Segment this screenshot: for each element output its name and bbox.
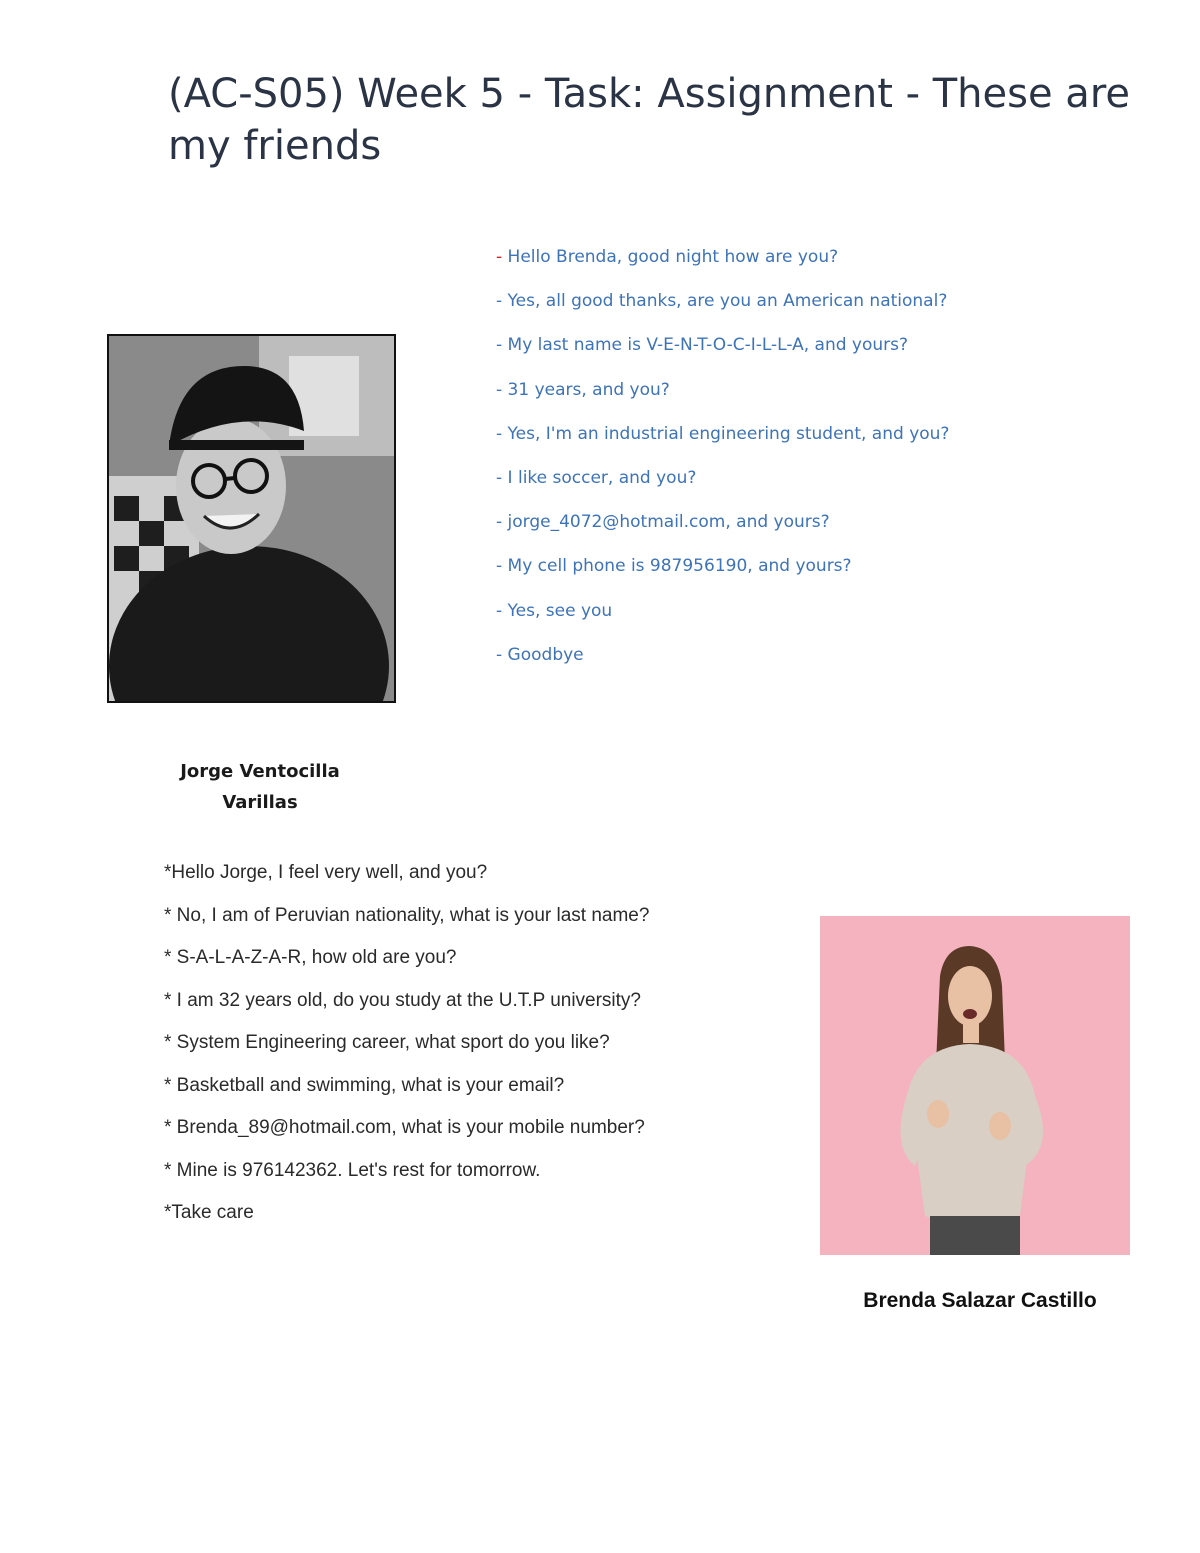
jorge-line <box>496 601 1136 645</box>
brenda-line: * S-A-L-A-Z-A-R, how old are you? <box>164 947 457 968</box>
jorge-line <box>496 512 1136 556</box>
line-text: Goodbye <box>507 644 584 665</box>
line-text: Yes, see you <box>507 600 613 621</box>
jorge-name-line1: Jorge Ventocilla <box>180 761 340 782</box>
jorge-line <box>496 247 1136 291</box>
brenda-photo <box>820 916 1130 1255</box>
line-dash: - <box>496 644 503 665</box>
jorge-photo <box>107 334 396 703</box>
line-text: Yes, all good thanks, are you an American national? <box>507 291 948 312</box>
line-text: 31 years, and you? <box>507 379 670 400</box>
brenda-name-caption: Brenda Salazar Castillo <box>863 1289 1097 1312</box>
line-dash: - <box>496 379 503 400</box>
jorge-line <box>496 424 1136 468</box>
line-dash: - <box>496 247 503 267</box>
brenda-line: * Mine is 976142362. Let's rest for tomorrow. <box>164 1159 541 1181</box>
line-text: I like soccer, and you? <box>507 467 697 488</box>
line-text: jorge_4072@hotmail.com, and yours? <box>507 512 830 533</box>
jorge-portrait-illustration <box>109 336 394 701</box>
jorge-name-line2: Varillas <box>222 792 298 813</box>
jorge-line <box>496 468 1136 512</box>
jorge-line <box>496 380 1136 424</box>
brenda-line: * I am 32 years old, do you study at the U.T.P university? <box>164 989 642 1011</box>
brenda-line: *Take care <box>164 1202 254 1223</box>
jorge-line <box>496 645 1136 689</box>
brenda-dialogue <box>164 862 784 1245</box>
line-dash: - <box>496 335 503 356</box>
brenda-line: * System Engineering career, what sport do you like? <box>164 1032 610 1053</box>
page-title: (AC-S05) Week 5 - Task: Assignment - These are my friends <box>168 71 1130 169</box>
line-text: My last name is V-E-N-T-O-C-I-L-L-A, and yours? <box>507 335 909 356</box>
line-text: Yes, I'm an industrial engineering student, and you? <box>507 423 950 444</box>
line-dash: - <box>496 291 503 312</box>
brenda-line: * Brenda_89@hotmail.com, what is your mobile number? <box>164 1117 645 1138</box>
line-dash: - <box>496 556 503 577</box>
jorge-line <box>496 335 1136 379</box>
line-text: My cell phone is 987956190, and yours? <box>507 556 852 577</box>
jorge-line <box>496 556 1136 600</box>
brenda-line: *Hello Jorge, I feel very well, and you? <box>164 862 488 883</box>
line-dash: - <box>496 512 503 533</box>
line-dash: - <box>496 423 503 444</box>
jorge-dialogue <box>496 247 1136 689</box>
brenda-portrait-illustration <box>820 916 1130 1255</box>
jorge-line <box>496 291 1136 335</box>
line-dash: - <box>496 600 503 621</box>
brenda-line: * No, I am of Peruvian nationality, what is your last name? <box>164 904 650 926</box>
brenda-line: * Basketball and swimming, what is your email? <box>164 1074 565 1096</box>
line-text: Hello Brenda, good night how are you? <box>507 247 839 267</box>
jorge-name-caption <box>150 756 370 818</box>
line-dash: - <box>496 467 503 488</box>
